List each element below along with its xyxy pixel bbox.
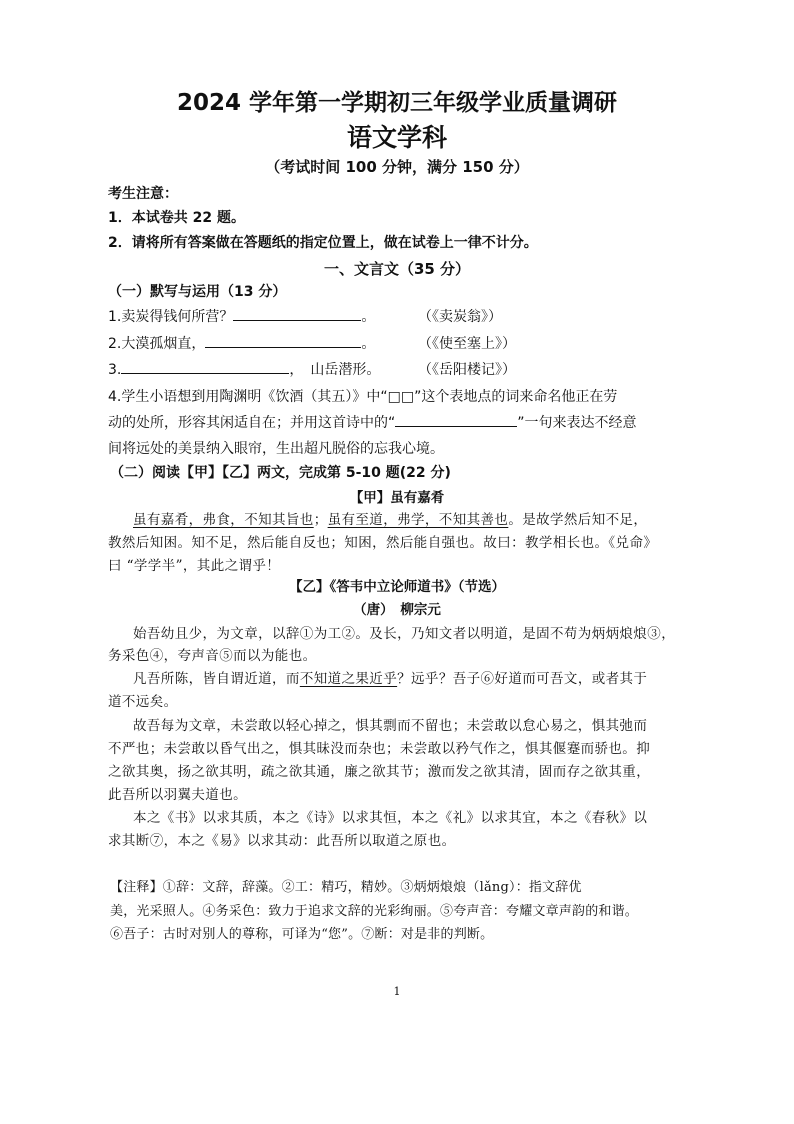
notes-line-1: 【注释】①辞：文辞，辞藻。②工：精巧，精妙。③炳炳烺烺（lǎng）：指文辞优 (110, 880, 582, 895)
passage-yi-title: 【乙】《答韦中立论师道书》（节选） (289, 579, 505, 595)
part-1-title: （一）默写与运用（13 分） (108, 284, 287, 300)
question-1 (108, 306, 375, 326)
question-2 (108, 333, 375, 353)
passage-yi-p2-line-1 (133, 667, 647, 687)
question-1-text: 1.卖炭得钱何所营？ (108, 309, 234, 325)
passage-yi-p2-line-2: 道不远矣。 (108, 694, 178, 710)
answer-blank-2 (205, 333, 361, 348)
passage-yi-p3-line-4: 此吾所以羽翼夫道也。 (108, 787, 247, 803)
passage-yi-p3-line-3: 之欲其奥，扬之欲其明，疏之欲其通，廉之欲其节；激而发之欲其清，固而存之欲其重， (108, 764, 651, 780)
notice-heading: 考生注意： (108, 186, 178, 202)
notes-line-2: 美，光采照人。④务采色：致力于追求文辞的光彩绚丽。⑤夸声音：夸耀文章声韵的和谐。 (110, 904, 639, 919)
question-4-line-1: 4.学生小语想到用陶渊明《饮酒（其五）》中“□□”这个表地点的词来命名他正在劳 (108, 389, 618, 405)
passage-yi-p3-line-1: 故吾每为文章，未尝敢以轻心掉之，惧其剽而不留也；未尝敢以怠心易之，惧其弛而 (133, 718, 648, 734)
passage-yi-p1-line-1: 始吾幼且少，为文章，以辞①为工②。及长，乃知文者以明道，是固不苟为炳炳烺烺③， (133, 626, 676, 642)
page-number: 1 (393, 985, 401, 998)
passage-jia-line-2: 教然后知困。知不足，然后能自反也；知困，然后能自强也。故曰：教学相长也。《兑命》 (108, 535, 658, 551)
question-4-line-2 (108, 412, 637, 432)
passage-yi-p2-post: ？远乎？吾子⑥好道而可吾文，或者其于 (397, 671, 648, 687)
passage-jia-underlined-2: 虽有至道，弗学，不知其善也 (327, 512, 509, 528)
passage-jia-underlined-1: 虽有嘉肴，弗食，不知其旨也 (133, 512, 314, 528)
part-2-title: （二）阅读【甲】【乙】两文，完成第 5-10 题(22 分) (110, 465, 451, 481)
question-2-text: 2.大漠孤烟直， (108, 336, 206, 352)
passage-yi-p4-line-1: 本之《书》以求其质，本之《诗》以求其恒，本之《礼》以求其宜，本之《春秋》以 (133, 810, 648, 826)
answer-blank-1 (233, 306, 361, 321)
exam-title: 2024 学年第一学期初三年级学业质量调研 (176, 90, 618, 116)
passage-jia-tail: 。是故学然后知不足， (508, 512, 648, 528)
question-3-text: ， 山岳潜形。 (289, 362, 381, 378)
passage-yi-p4-line-2: 求其断⑦，本之《易》以求其动：此吾所以取道之原也。 (108, 833, 456, 849)
question-3-source: （《岳阳楼记》） (418, 362, 516, 378)
question-4-line-2-post: ”一句来表达不经意 (517, 415, 637, 431)
answer-blank-3 (121, 359, 289, 374)
notes-line-3: ⑥吾子：古时对别人的尊称，可译为“您”。⑦断：对是非的判断。 (110, 927, 494, 942)
passage-yi-p1-line-2: 务采色④，夸声音⑤而以为能也。 (108, 648, 317, 664)
exam-info: （考试时间 100 分钟，满分 150 分） (265, 158, 529, 176)
passage-jia-title: 【甲】虽有嘉肴 (349, 490, 445, 506)
question-1-source: （《卖炭翁》） (418, 309, 502, 325)
subject-title: 语文学科 (346, 123, 447, 152)
question-4-line-2-pre: 动的处所，形容其闲适自在；并用这首诗中的“ (108, 415, 396, 431)
question-2-source: （《使至塞上》） (418, 336, 516, 352)
section-1-title: 一、文言文（35 分） (323, 260, 471, 278)
answer-blank-4 (395, 412, 517, 427)
notice-item-2: 2．请将所有答案做在答题纸的指定位置上，做在试卷上一律不计分。 (108, 235, 538, 251)
passage-yi-author: （唐） 柳宗元 (353, 602, 441, 618)
question-1-suffix: 。 (361, 309, 376, 325)
passage-jia-separator: ； (313, 512, 328, 528)
passage-jia-line-1 (133, 508, 647, 528)
question-2-suffix: 。 (361, 336, 376, 352)
passage-yi-p3-line-2: 不严也；未尝敢以昏气出之，惧其昧没而杂也；未尝敢以矜气作之，惧其偃蹇而骄也。抑 (108, 741, 651, 757)
question-3-number: 3. (108, 362, 122, 378)
question-3 (108, 359, 380, 379)
question-4-line-3: 间将远处的美景纳入眼帘，生出超凡脱俗的忘我心境。 (108, 441, 444, 457)
notice-item-1: 1．本试卷共 22 题。 (108, 210, 245, 226)
passage-jia-line-3: 曰 “学学半”，其此之谓乎！ (108, 558, 281, 574)
passage-yi-underlined: 不知道之果近乎 (299, 671, 398, 687)
passage-yi-p2-pre: 凡吾所陈，皆自谓近道，而 (133, 671, 300, 687)
